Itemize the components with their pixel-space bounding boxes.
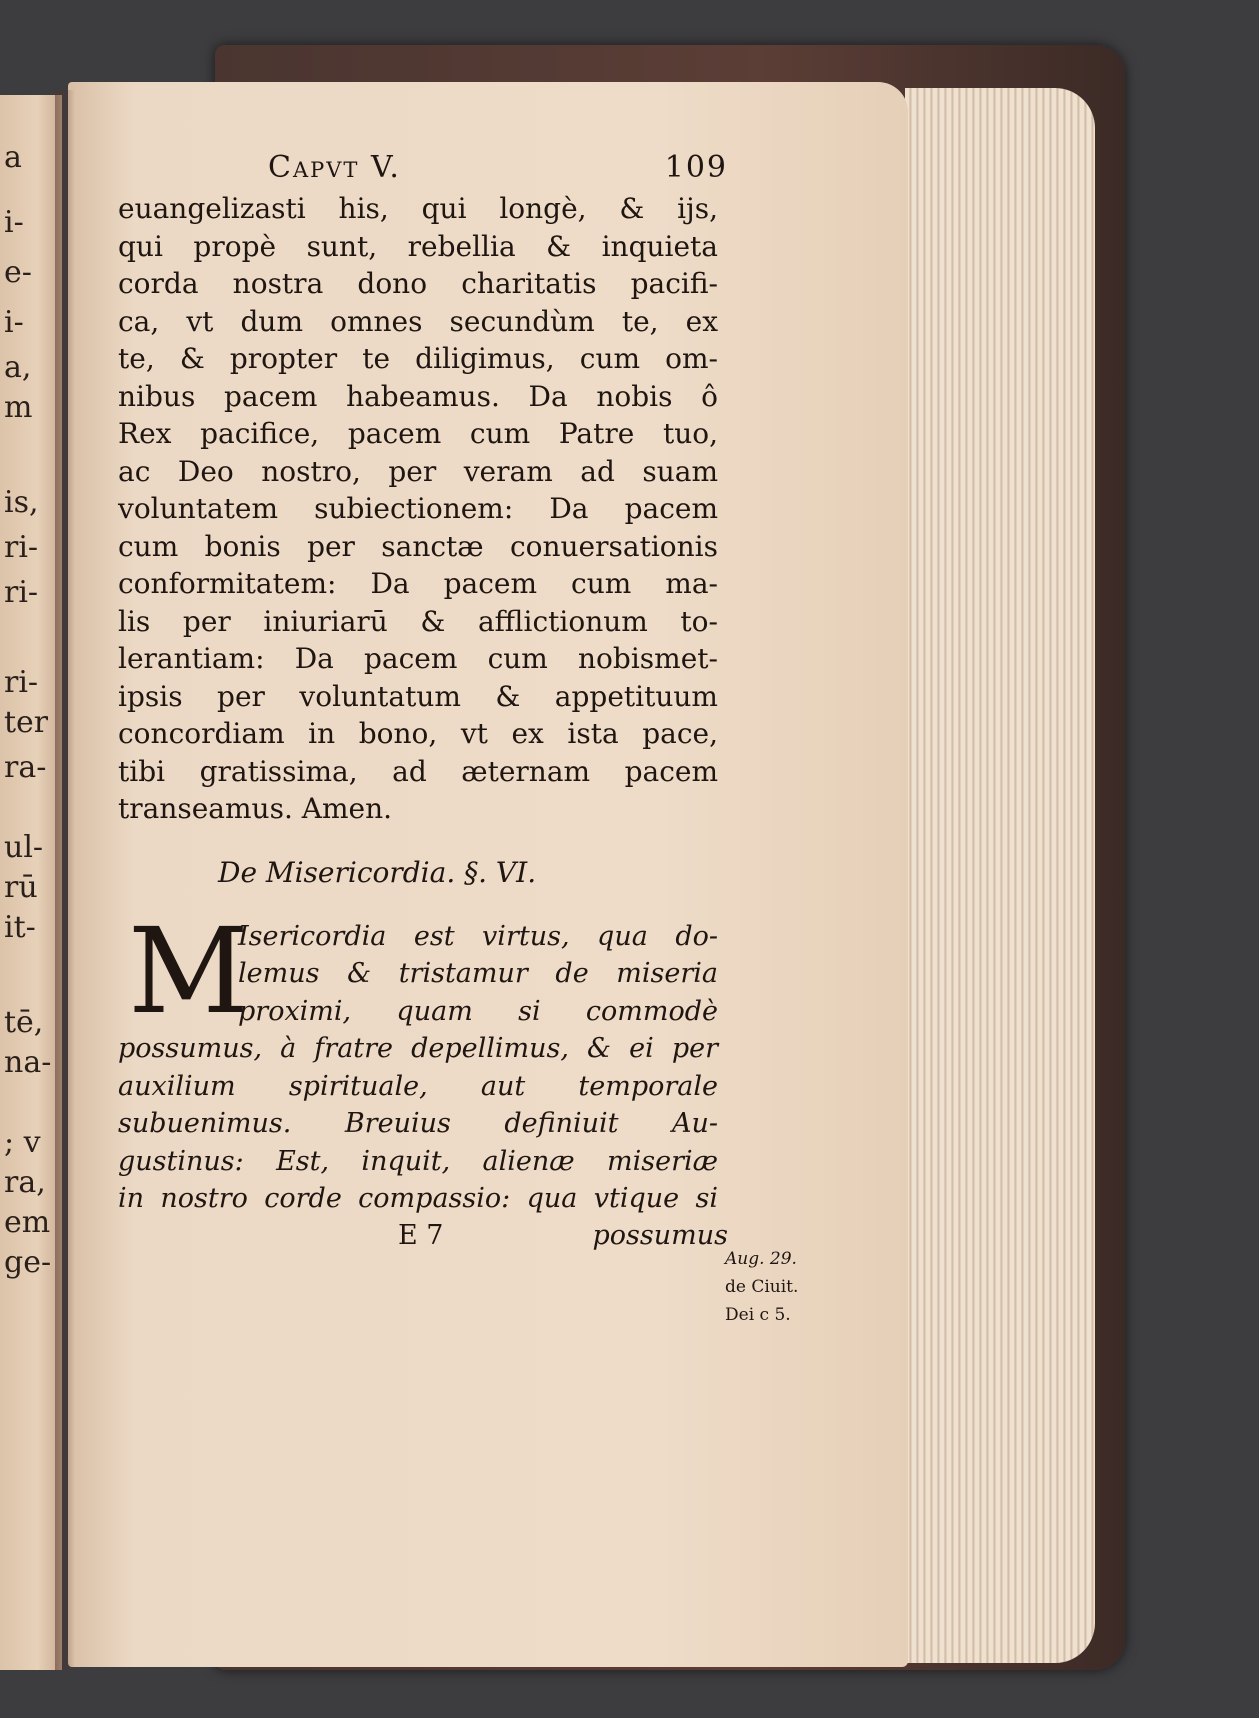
text-line: lemus & tristamur de miseria	[238, 958, 718, 989]
text-line: ca, vt dum omnes secundùm te, ex	[118, 304, 718, 338]
running-head: Capvt V.	[268, 150, 401, 185]
text-line: cum bonis per sanctæ conuersationis	[118, 529, 718, 563]
page-content	[118, 150, 728, 1258]
text-line: gustinus: Est, inquit, alienæ miseriæ	[118, 1145, 718, 1177]
catchword: possumus	[592, 1219, 728, 1251]
left-page-fragment: m	[4, 390, 33, 425]
text-line: te, & propter te diligimus, cum om-	[118, 342, 718, 375]
left-page-fragment: e-	[4, 255, 32, 290]
signature-mark: E 7	[398, 1219, 444, 1251]
text-line: nibus pacem habeamus. Da nobis ô	[118, 379, 718, 413]
text-line: auxilium spirituale, aut temporale	[118, 1070, 718, 1102]
left-page-fragment: i-	[4, 205, 24, 240]
left-page-fragment: is,	[4, 485, 39, 520]
left-page-fragment: ra-	[4, 750, 47, 785]
left-page-fragment: i-	[4, 305, 24, 340]
margin-note	[725, 1245, 835, 1329]
left-page-fragment: ri-	[4, 530, 39, 565]
text-line: concordiam in bono, vt ex ista pace,	[118, 717, 718, 750]
left-page-fragment: ter	[4, 705, 49, 740]
text-line: ac Deo nostro, per veram ad suam	[118, 454, 718, 488]
left-page-fragment: em	[4, 1205, 51, 1240]
left-page-fragment: na-	[4, 1045, 52, 1080]
left-page-fragment: it-	[4, 910, 36, 945]
book-gutter	[55, 90, 75, 1670]
page-header	[118, 150, 728, 190]
left-page-fragment: tē,	[4, 1005, 44, 1040]
margin-note-line: Dei c 5.	[725, 1305, 791, 1325]
text-line: in nostro corde compassio: qua vtique si	[118, 1183, 718, 1214]
left-page-fragment: ; v	[4, 1125, 41, 1160]
margin-note-line: de Ciuit.	[725, 1277, 799, 1297]
text-line: transeamus. Amen.	[118, 792, 393, 825]
left-page-fragment: ri-	[4, 575, 39, 610]
text-line: possumus, à fratre depellimus, & ei per	[118, 1033, 718, 1064]
text-line: lis per iniuriarū & afflictionum to-	[118, 604, 718, 638]
margin-note-line: Aug. 29.	[725, 1249, 797, 1269]
text-line: ipsis per voluntatum & appetituum	[118, 679, 718, 713]
left-page-fragment: ul-	[4, 830, 44, 865]
text-line: corda nostra dono charitatis pacifi-	[118, 267, 718, 300]
text-line: proximi, quam si commodè	[238, 995, 718, 1027]
drop-cap: M	[128, 901, 249, 1040]
page-edges	[905, 88, 1095, 1663]
text-line: voluntatem subiectionem: Da pacem	[118, 492, 718, 525]
section-heading: De Misericordia. §. VI.	[218, 855, 537, 889]
section-body	[118, 901, 718, 1218]
text-line: qui propè sunt, rebellia & inquieta	[118, 229, 718, 263]
left-page-fragment: a	[4, 140, 22, 175]
text-line: tibi gratissima, ad æternam pacem	[118, 754, 718, 788]
text-line: lerantiam: Da pacem cum nobismet-	[118, 642, 718, 675]
left-page-fragment: ri-	[4, 665, 39, 700]
page-number: 109	[664, 150, 728, 185]
text-line: Rex pacifice, pacem cum Patre tuo,	[118, 417, 718, 450]
text-line: subuenimus. Breuius definiuit Au-	[118, 1108, 718, 1139]
left-page-fragment: rū	[4, 870, 38, 905]
page-footer	[118, 1218, 728, 1258]
text-line: Isericordia est virtus, qua do-	[238, 920, 718, 952]
left-page-fragment: a,	[4, 350, 32, 385]
body-text	[118, 190, 718, 828]
text-line: conformitatem: Da pacem cum ma-	[118, 567, 718, 600]
text-line: euangelizasti his, qui longè, & ijs,	[118, 192, 718, 225]
left-page-fragment: ra,	[4, 1165, 46, 1200]
left-page-fragment: ge-	[4, 1245, 52, 1280]
